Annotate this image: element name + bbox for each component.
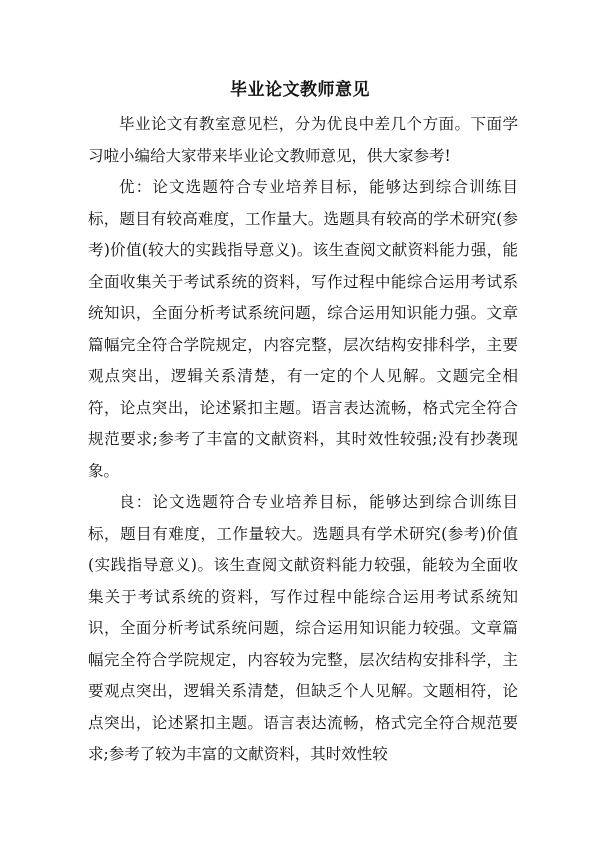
page-title: 毕业论文教师意见 — [230, 80, 370, 100]
grade-good-paragraph — [88, 487, 518, 771]
grade-label: 优 — [119, 178, 136, 196]
grade-label: 良 — [119, 493, 136, 511]
intro-paragraph: 毕业论文有教室意见栏，分为优良中差几个方面。下面学习啦小编给大家带来毕业论文教师意见，供大家参考! — [88, 115, 518, 165]
grade-comment: ：论文选题符合专业培养目标，能够达到综合训练目标，题目有难度，工作量较大。选题具有学术研究(参考)价值(实践指导意义)。该生查阅文献资料能力较强，能较为全面收集关于考试系统的资料，写作过程中能综合运用考试系统知识，全面分析考试系统问题，综合运用知识能力较强。文章篇幅完全符合学院规定，内容较为完整，层次结构安排科学，主要观点突出，逻辑关系清楚，但缺乏个人见解。文题相符，论点突出，论述紧扣主题。语言表达流畅，格式完全符合规范要求;参考了较为丰富的文献资料，其时效性较 — [88, 493, 518, 763]
grade-excellent-paragraph — [88, 172, 518, 487]
document-body — [88, 109, 518, 771]
grade-comment: ：论文选题符合专业培养目标，能够达到综合训练目标，题目有较高难度，工作量大。选题具有较高的学术研究(参考)价值(较大的实践指导意义)。该生查阅文献资料能力强，能全面收集关于考试系统的资料，写作过程中能综合运用考试系统知识，全面分析考试系统问题，综合运用知识能力强。文章篇幅完全符合学院规定，内容完整，层次结构安排科学，主要观点突出，逻辑关系清楚，有一定的个人见解。文题完全相符，论点突出，论述紧扣主题。语言表达流畅，格式完全符合规范要求;参考了丰富的文献资料，其时效性较强;没有抄袭现象。 — [88, 178, 518, 480]
